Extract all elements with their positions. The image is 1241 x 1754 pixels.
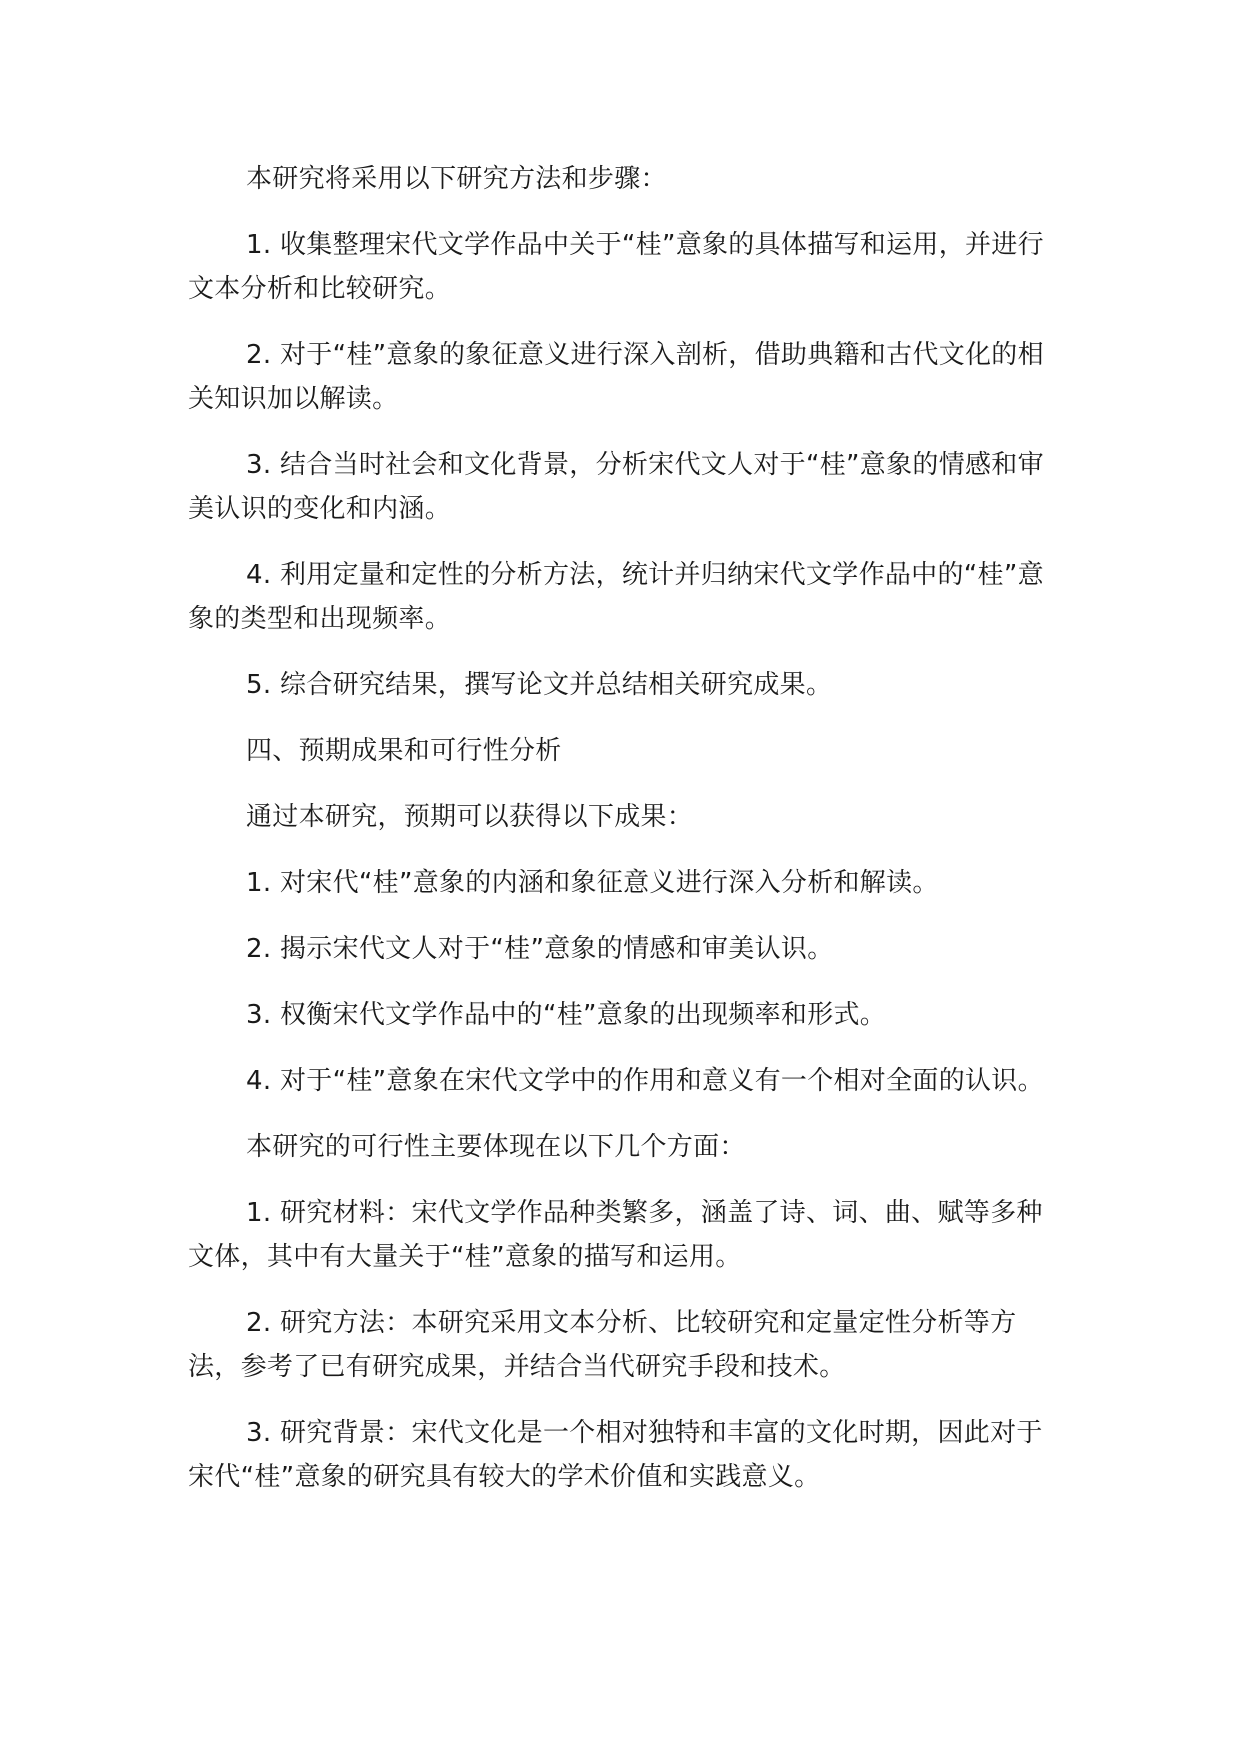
paragraph-results-intro: 通过本研究，预期可以获得以下成果： (246, 802, 694, 832)
paragraph-feasibility-intro: 本研究的可行性主要体现在以下几个方面： (246, 1132, 746, 1162)
paragraph-result-1: 1. 对宋代“桂”意象的内涵和象征意义进行深入分析和解读。 (246, 868, 939, 898)
paragraph-feasibility-1: 1. 研究材料：宋代文学作品种类繁多，涵盖了诗、词、曲、赋等多种文体，其中有大量关于“桂”意象的描写和运用。 (188, 1198, 1043, 1272)
paragraph-result-4: 4. 对于“桂”意象在宋代文学中的作用和意义有一个相对全面的认识。 (246, 1066, 1044, 1096)
paragraph-result-2: 2. 揭示宋代文人对于“桂”意象的情感和审美认识。 (246, 934, 834, 964)
paragraph-method-2: 2. 对于“桂”意象的象征意义进行深入剖析，借助典籍和古代文化的相关知识加以解读。 (188, 340, 1044, 414)
paragraph-result-3: 3. 权衡宋代文学作品中的“桂”意象的出现频率和形式。 (246, 1000, 887, 1030)
paragraph-feasibility-3: 3. 研究背景：宋代文化是一个相对独特和丰富的文化时期，因此对于宋代“桂”意象的研究具有较大的学术价值和实践意义。 (188, 1418, 1043, 1492)
paragraph-feasibility-2: 2. 研究方法：本研究采用文本分析、比较研究和定量定性分析等方法，参考了已有研究成果，并结合当代研究手段和技术。 (188, 1308, 1017, 1382)
paragraph-methods-intro: 本研究将采用以下研究方法和步骤： (246, 164, 667, 194)
paragraph-method-5: 5. 综合研究结果，撰写论文并总结相关研究成果。 (246, 670, 833, 700)
paragraph-method-1: 1. 收集整理宋代文学作品中关于“桂”意象的具体描写和运用，并进行文本分析和比较研究。 (188, 230, 1044, 304)
paragraph-method-4: 4. 利用定量和定性的分析方法，统计并归纳宋代文学作品中的“桂”意象的类型和出现频率。 (188, 560, 1044, 634)
paragraph-method-3: 3. 结合当时社会和文化背景，分析宋代文人对于“桂”意象的情感和审美认识的变化和内涵。 (188, 450, 1044, 524)
document-body (188, 157, 1048, 1521)
section-heading-expected-results: 四、预期成果和可行性分析 (246, 736, 562, 766)
